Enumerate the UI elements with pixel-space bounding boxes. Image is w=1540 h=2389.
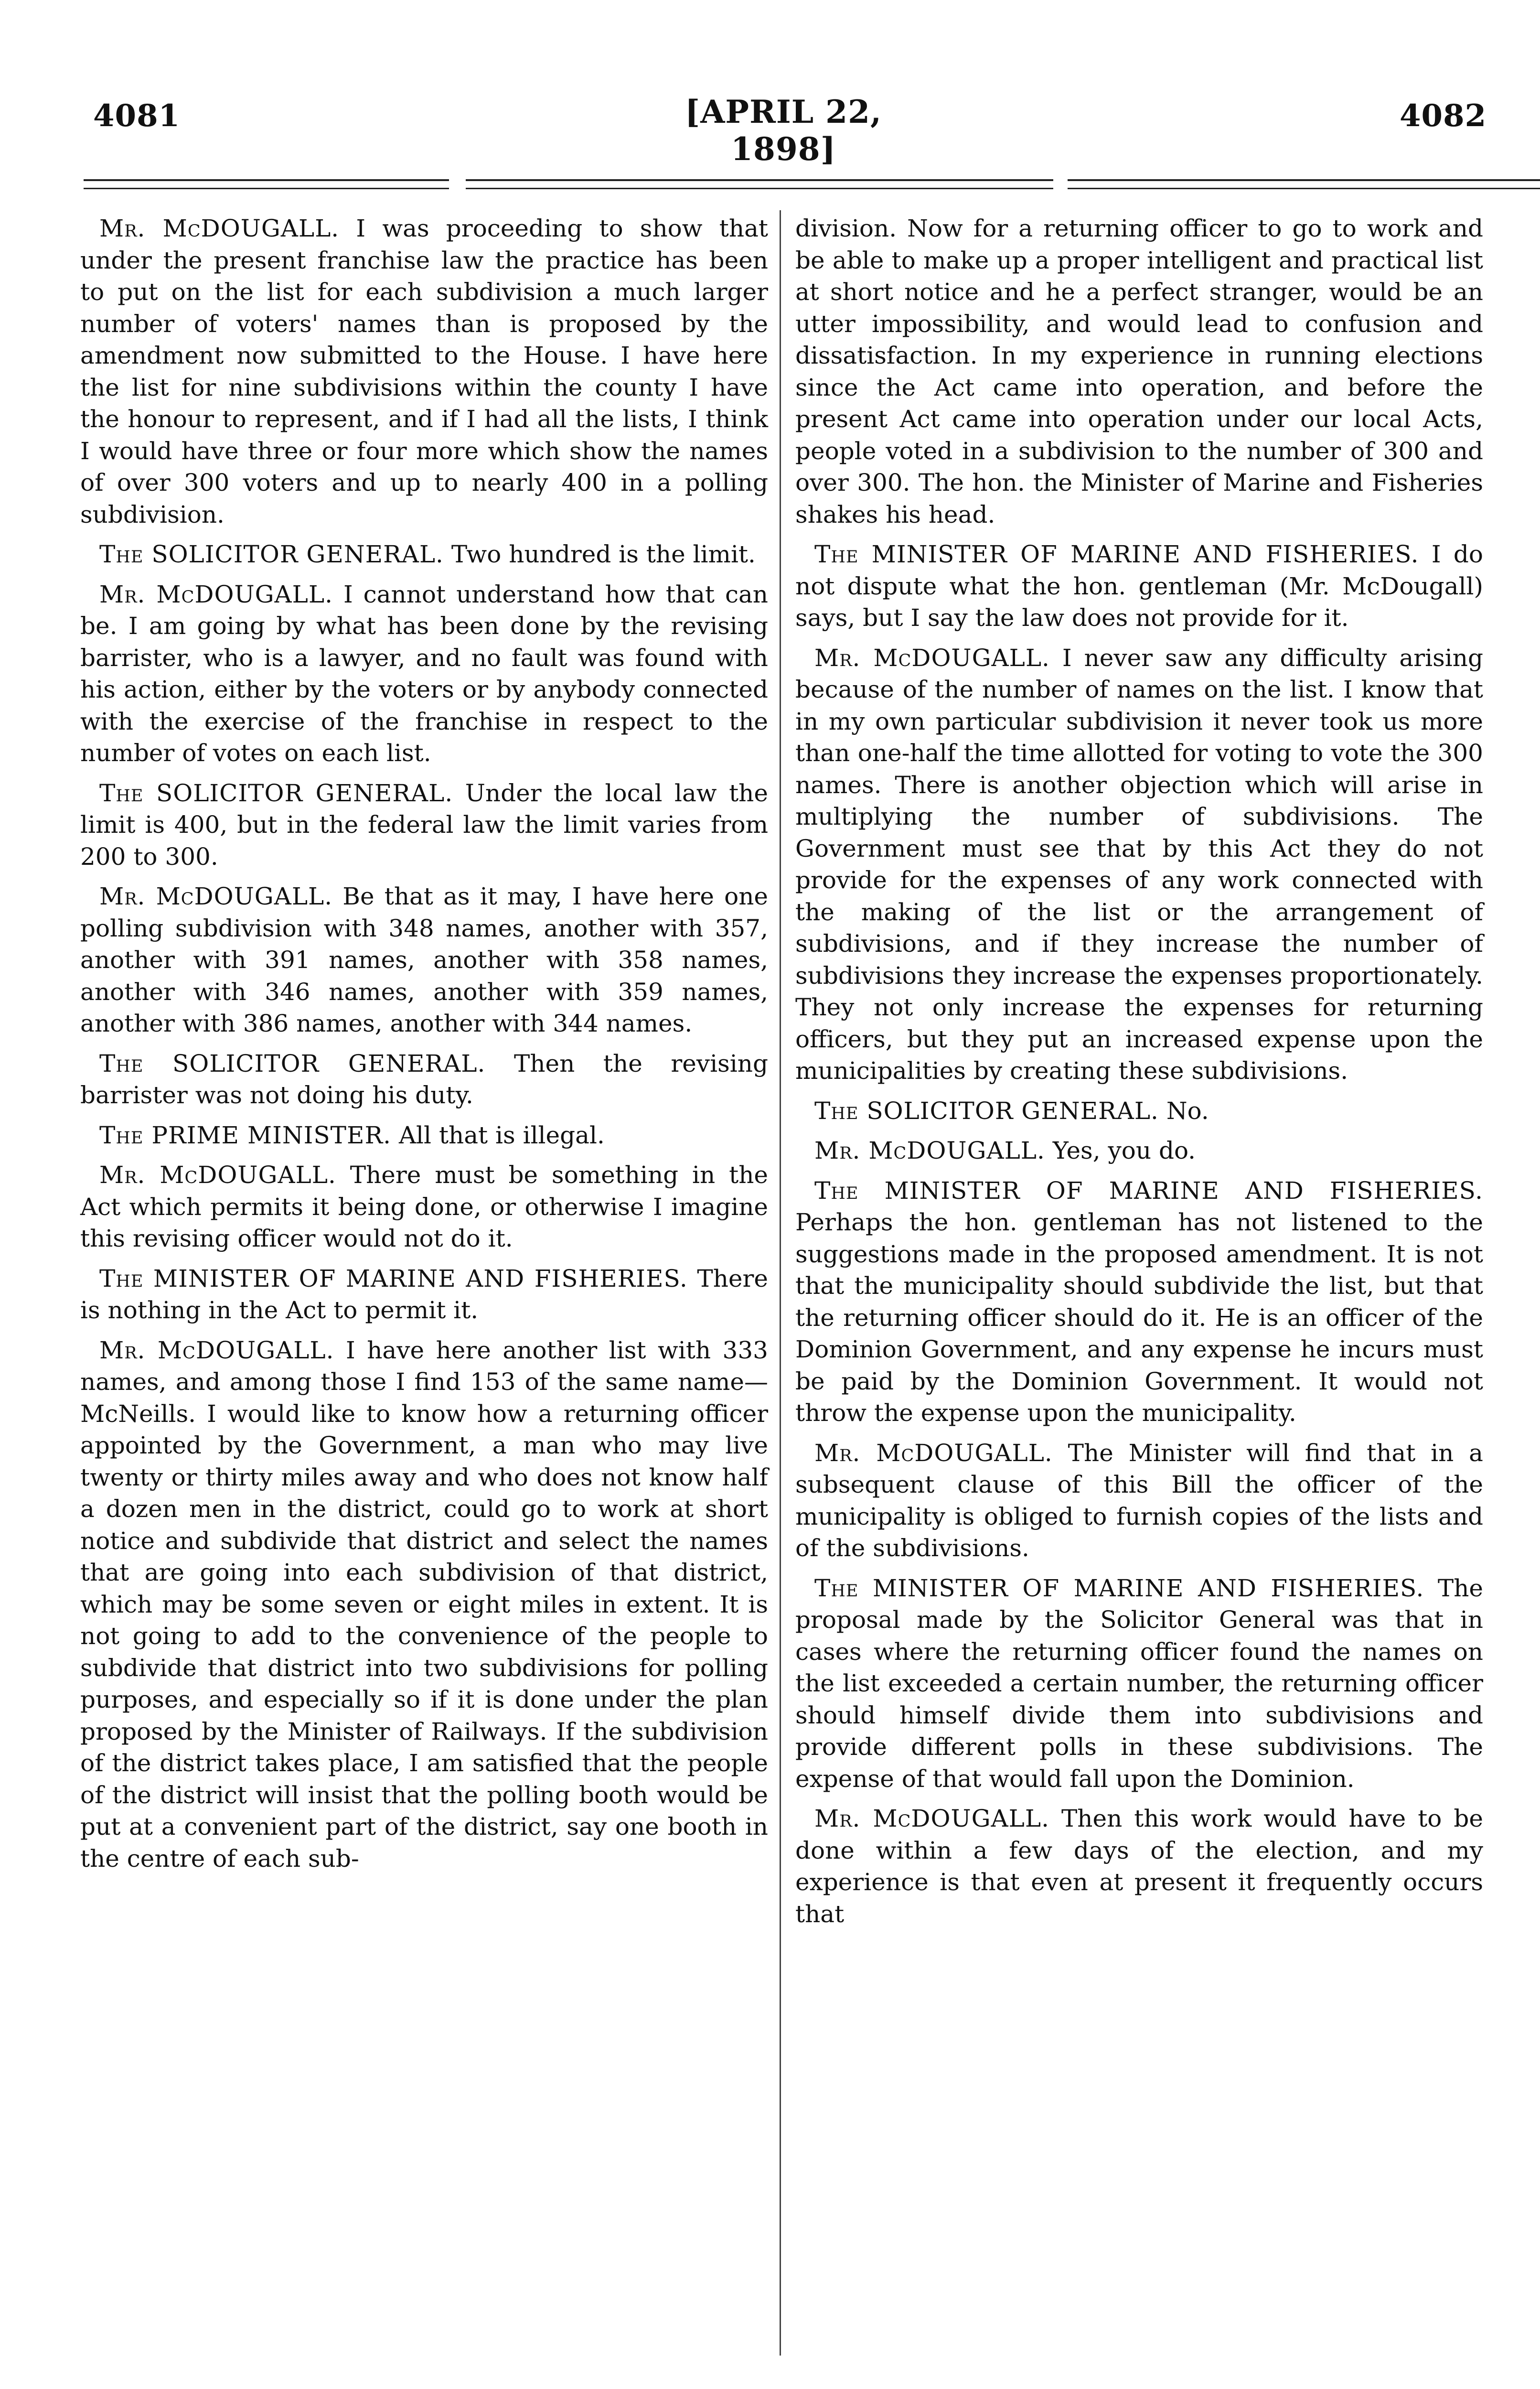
paragraph: [795, 1135, 1483, 1167]
paragraph-text: The Minister will find that in a subsequent clause of this Bill the officer of the municipality is obliged to furnish copies of the lists and of the subdivisions.: [795, 1439, 1483, 1562]
speaker-name: The SOLICITOR GENERAL.: [814, 1097, 1159, 1125]
paragraph-text: Then the revising barrister was not doing his duty.: [80, 1049, 768, 1109]
header-rule: [84, 179, 449, 189]
page-number-right: 4082: [1400, 98, 1487, 134]
speaker-name: Mr. McDOUGALL.: [99, 580, 333, 608]
page-date: [APRIL 22, 1898]: [685, 93, 882, 168]
paragraph-text: I have here another list with 333 names, and among those I find 153 of the same name—McNeills. I would like to know how a returning officer appointed by the Government, a man who may live twenty or thirty miles away and who does not know half a dozen men in the district, could go to work at short notice and subdivide that district and select the names that are going into each subdivision of that district, which may be some seven or eight miles in extent. It is not going to add to the convenience of the people to subdivide that district into two subdivisions for polling purposes, and especially so if it is done under the plan proposed by the Minister of Railways. If the subdivision of the district takes place, I am satisfied that the people of the district will insist that the polling booth would be put at a convenient part of the district, say one booth in the centre of each sub-: [80, 1336, 768, 1872]
paragraph-text: I never saw any difficulty arising because of the number of names on the list. I know that in my own particular subdivision it never took us more than one-half the time allotted for voting to vote the 300 names. There is another objection which will arise in multiplying the number of subdivisions. The Government must see that by this Act they do not provide for the expenses of any work connected with the making of the list or the arrangement of subdivisions, and if they increase the number of subdivisions they increase the expenses proportionately. They not only increase the expenses for returning officers, but they put an increased expense upon the municipalities by creating these subdivisions.: [795, 644, 1483, 1085]
speaker-name: Mr. McDOUGALL.: [99, 882, 333, 910]
page-header: [0, 0, 1540, 168]
paragraph: [80, 579, 768, 769]
speaker-name: The MINISTER OF MARINE AND FISHERIES.: [99, 1264, 688, 1292]
paragraph-text: Under the local law the limit is 400, but in the federal law the limit varies from 200 to 300.: [80, 779, 768, 871]
paragraph-text: The proposal made by the Solicitor General was that in cases where the returning officer found the names on the list exceeded a certain number, the returning officer should himself divide them into subdivisions and provide different polls in these subdivisions. The expense of that would fall upon the Dominion.: [795, 1574, 1483, 1793]
speaker-name: Mr. McDOUGALL.: [814, 1137, 1045, 1164]
paragraph-text: I was proceeding to show that under the present franchise law the practice has been to put on the list for each subdivision a much larger number of voters' names than is proposed by the amendment now submitted to the House. I have here the list for nine subdivisions within the county I have the honour to represent, and if I had all the lists, I think I would have three or four more which show the names of over 300 voters and up to nearly 400 in a polling subdivision.: [80, 215, 768, 528]
paragraph-text: Be that as it may, I have here one polling subdivision with 348 names, another with 357, another with 391 names, another with 358 names, another with 346 names, another with 359 names, another with 386 names, another with 344 names.: [80, 882, 768, 1037]
paragraph-text: Two hundred is the limit.: [451, 540, 756, 568]
page-number-left: 4081: [93, 98, 181, 134]
header-rule: [1068, 179, 1540, 189]
paragraph-text: Perhaps the hon. gentleman has not listened to the suggestions made in the proposed amendment. It is not that the municipality should subdivide the list, but that the returning officer should do it. He is an officer of the Dominion Government, and any expense he incurs must be paid by the Dominion Government. It would not throw the expense upon the municipality.: [795, 1208, 1483, 1427]
speaker-name: The SOLICITOR GENERAL.: [99, 1049, 486, 1077]
speaker-name: The SOLICITOR GENERAL.: [99, 779, 453, 807]
paragraph-text: No.: [1166, 1097, 1209, 1125]
speaker-name: Mr. McDOUGALL.: [99, 1161, 336, 1189]
column-divider: [780, 210, 781, 2356]
speaker-name: Mr. McDOUGALL.: [814, 644, 1050, 672]
paragraph: [80, 538, 768, 570]
paragraph-text: All that is illegal.: [398, 1121, 605, 1149]
paragraph: [795, 1095, 1483, 1127]
paragraph: [795, 1175, 1483, 1429]
paragraph-text: I do not dispute what the hon. gentleman (Mr. McDougall) says, but I say the law does not provide for it.: [795, 540, 1483, 632]
paragraph: [80, 213, 768, 530]
speaker-name: The MINISTER OF MARINE AND FISHERIES.: [814, 540, 1419, 568]
paragraph-text: Yes, you do.: [1052, 1137, 1196, 1164]
paragraph-text: division. Now for a returning officer to go to work and be able to make up a proper intelligent and practical list at short notice and he a perfect stranger, would be an utter impossibility, and would lead to confusion and dissatisfaction. In my experience in running elections since the Act came into operation, and before the present Act came into operation under our local Acts, people voted in a subdivision to the number of 300 and over 300. The hon. the Minister of Marine and Fisheries shakes his head.: [795, 215, 1483, 528]
paragraph: [80, 1263, 768, 1326]
speaker-name: Mr. McDOUGALL.: [99, 215, 340, 242]
speaker-name: The MINISTER OF MARINE AND FISHERIES.: [814, 1574, 1424, 1602]
paragraph: [795, 642, 1483, 1087]
paragraph: [80, 777, 768, 873]
paragraph: [795, 1437, 1483, 1564]
right-column: [795, 213, 1483, 1938]
paragraph: [80, 1334, 768, 1875]
speaker-name: The MINISTER OF MARINE AND FISHERIES.: [814, 1176, 1483, 1205]
paragraph-text: I cannot understand how that can be. I am going by what has been done by the revising barrister, who is a lawyer, and no fault was found with his action, either by the voters or by anybody connected with the exercise of the franchise in respect to the number of votes on each list.: [80, 580, 768, 767]
paragraph: [80, 881, 768, 1040]
paragraph: [795, 213, 1483, 530]
paragraph: [795, 1803, 1483, 1930]
paragraph: [80, 1119, 768, 1151]
speaker-name: The SOLICITOR GENERAL.: [99, 540, 444, 568]
speaker-name: Mr. McDOUGALL.: [99, 1336, 334, 1364]
speaker-name: Mr. McDOUGALL.: [814, 1805, 1049, 1832]
speaker-name: Mr. McDOUGALL.: [814, 1439, 1053, 1467]
paragraph: [795, 1572, 1483, 1795]
header-rule: [466, 179, 1053, 189]
paragraph: [795, 538, 1483, 634]
paragraph-text: There is nothing in the Act to permit it.: [80, 1264, 768, 1324]
left-column: [80, 213, 768, 1883]
paragraph-text: Then this work would have to be done within a few days of the election, and my experience is that even at present it frequently occurs that: [795, 1805, 1483, 1928]
speaker-name: The PRIME MINISTER.: [99, 1121, 392, 1149]
paragraph: [80, 1048, 768, 1111]
paragraph: [80, 1159, 768, 1255]
paragraph-text: There must be something in the Act which permits it being done, or otherwise I imagine this revising officer would not do it.: [80, 1161, 768, 1252]
